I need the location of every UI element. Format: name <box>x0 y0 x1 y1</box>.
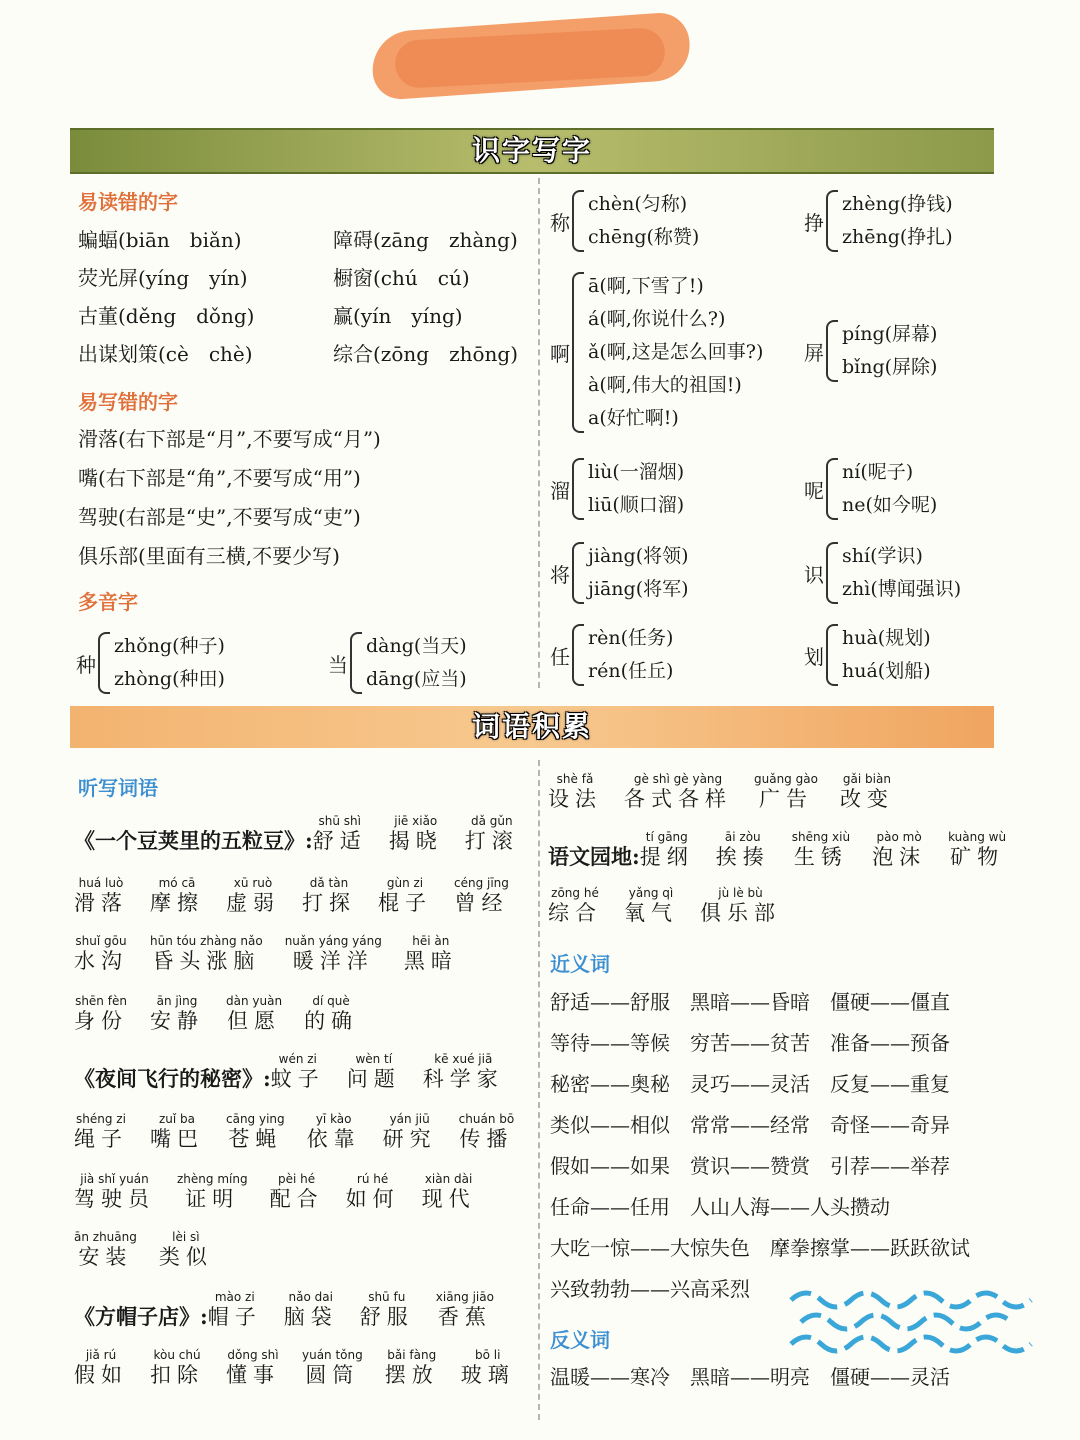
hanzi: 舒服 <box>359 1305 414 1329</box>
hanzi: 棍子 <box>378 891 432 915</box>
pinyin: shēng xiù <box>791 830 851 844</box>
hanzi: 矿物 <box>950 845 1005 869</box>
hanzi: 挨揍 <box>715 845 770 869</box>
vocab-word <box>74 1230 137 1270</box>
antonym-line: 温暖——寒冷 黑暗——明亮 僵硬——灵活 <box>550 1365 950 1389</box>
pinyin: tí gāng <box>645 830 688 844</box>
hanzi: 圆筒 <box>305 1363 360 1387</box>
brace <box>98 632 110 694</box>
polyphonic-group <box>804 540 961 606</box>
vocab-word <box>304 994 358 1034</box>
polyphonic-reading: liù(一溜烟) <box>588 461 685 483</box>
synonym-line: 任命——任用 人山人海——人头攒动 <box>550 1195 890 1219</box>
vocab-word <box>548 772 602 812</box>
hanzi: 打探 <box>302 891 356 915</box>
pinyin: ān zhuāng <box>74 1230 137 1244</box>
section-banner-literacy: 识字写字 <box>70 128 994 174</box>
polyphonic-group <box>76 630 225 696</box>
hanzi: 证明 <box>185 1187 240 1211</box>
miswrite-line-2: 嘴(右下部是“角”,不要写成“用”) <box>78 466 361 490</box>
hanzi: 脑袋 <box>283 1305 338 1329</box>
pinyin: hēi àn <box>412 934 450 948</box>
vocab-word <box>347 1052 401 1092</box>
brace <box>572 190 584 252</box>
hanzi: 现代 <box>421 1187 476 1211</box>
polyphonic-reading: ní(呢子) <box>842 461 914 483</box>
heading-synonyms: 近义词 <box>550 952 610 976</box>
hanzi: 配合 <box>269 1187 324 1211</box>
dictation-row <box>74 1112 536 1152</box>
heading-dictation: 听写词语 <box>78 776 158 800</box>
vocab-word <box>74 934 128 974</box>
polyphonic-reading: rén(任丘) <box>588 660 674 682</box>
brace <box>350 632 362 694</box>
polyphonic-group <box>550 540 689 606</box>
pinyin: shè fǎ <box>556 772 594 786</box>
pinyin: shuǐ gōu <box>75 934 127 948</box>
polyphonic-char: 识 <box>804 562 824 587</box>
pinyin: xū ruò <box>233 876 273 890</box>
pinyin: chuán bō <box>458 1112 515 1126</box>
hanzi: 传播 <box>459 1127 514 1151</box>
pinyin: jiǎ rú <box>85 1348 117 1362</box>
vocab-word <box>459 1112 515 1152</box>
brace <box>826 320 838 382</box>
vocab-word <box>150 934 263 974</box>
hanzi: 综合 <box>548 901 602 925</box>
vocab-word <box>465 814 519 854</box>
pinyin: dàn yuàn <box>226 994 283 1008</box>
vocab-word <box>389 814 443 854</box>
pinyin: dǎ tàn <box>309 876 349 890</box>
vocab-word <box>271 1052 325 1092</box>
hanzi: 俱乐部 <box>700 901 781 925</box>
misread-left-1: 蝙蝠(biān biǎn) <box>78 228 242 252</box>
pinyin: dǎ gǔn <box>470 814 513 828</box>
polyphonic-reading: dāng(应当) <box>366 668 467 690</box>
polyphonic-group <box>550 270 763 435</box>
hanzi: 的确 <box>304 1009 359 1033</box>
synonym-line: 等待——等候 穷苦——贫苦 准备——预备 <box>550 1031 950 1055</box>
section-banner-vocabulary: 词语积累 <box>70 706 994 748</box>
hanzi: 泡沫 <box>872 845 927 869</box>
wave-decoration <box>786 1278 1056 1358</box>
dictation-row <box>74 934 480 974</box>
polyphonic-reading: jiāng(将军) <box>588 578 689 600</box>
hanzi: 绳子 <box>74 1127 128 1151</box>
polyphonic-reading: à(啊,伟大的祖国!) <box>588 374 742 396</box>
vocab-word <box>754 772 818 812</box>
miswrite-line-3: 驾驶(右部是“史”,不要写成“吏”) <box>78 505 361 529</box>
lesson-title: 《方帽子店》: <box>74 1304 208 1329</box>
pinyin: wén zi <box>278 1052 317 1066</box>
misread-right-3: 赢(yín yíng) <box>333 304 463 328</box>
polyphonic-reading: ā(啊,下雪了!) <box>588 275 704 297</box>
pinyin: hūn tóu zhàng nǎo <box>150 934 263 948</box>
polyphonic-group <box>550 622 673 688</box>
misread-left-4: 出谋划策(cè chè) <box>78 342 253 366</box>
hanzi: 摆放 <box>384 1363 439 1387</box>
pinyin: wèn tí <box>355 1052 393 1066</box>
hanzi: 改变 <box>839 787 894 811</box>
polyphonic-reading: chēng(称赞) <box>588 226 700 248</box>
vocab-word <box>226 1348 280 1388</box>
pinyin: dǒng shì <box>227 1348 279 1362</box>
vocab-word <box>74 1172 155 1212</box>
brace <box>826 458 838 520</box>
lesson-title: 《夜间飞行的秘密》: <box>74 1066 271 1091</box>
pinyin: gè shì gè yàng <box>633 772 723 786</box>
heading-easy-misread: 易读错的字 <box>78 190 178 214</box>
pinyin: zuǐ ba <box>158 1112 196 1126</box>
vocab-word <box>285 934 382 974</box>
vocab-word <box>208 1290 262 1330</box>
vocab-word <box>270 1172 324 1212</box>
hanzi: 打滚 <box>464 829 519 853</box>
dictation-row <box>74 1052 526 1092</box>
hanzi: 虚弱 <box>226 891 280 915</box>
hanzi: 广告 <box>758 787 813 811</box>
brace <box>826 624 838 686</box>
hanzi: 提纲 <box>639 845 694 869</box>
vocab-word <box>422 1172 476 1212</box>
vocab-word <box>385 1348 439 1388</box>
vocab-word <box>284 1290 338 1330</box>
pinyin: yuán tǒng <box>302 1348 363 1362</box>
polyphonic-reading: zhēng(挣扎) <box>842 226 953 248</box>
pinyin: céng jīng <box>454 876 509 890</box>
vocab-word <box>716 830 770 870</box>
vocab-word <box>74 994 128 1034</box>
heading-easy-miswrite: 易写错的字 <box>78 390 178 414</box>
polyphonic-group <box>804 188 953 254</box>
polyphonic-reading: bǐng(屏除) <box>842 356 938 378</box>
pinyin: shēn fèn <box>75 994 127 1008</box>
hanzi: 科学家 <box>422 1067 504 1091</box>
vocab-word <box>840 772 894 812</box>
polyphonic-reading: shí(学识) <box>842 545 923 567</box>
hanzi: 香蕉 <box>437 1305 492 1329</box>
pinyin: xiāng jiāo <box>435 1290 494 1304</box>
pinyin: yán jiū <box>389 1112 430 1126</box>
hanzi: 暖洋洋 <box>292 949 374 973</box>
pinyin: xiàn dài <box>424 1172 473 1186</box>
vocab-word <box>307 1112 361 1152</box>
vocab-word <box>624 886 678 926</box>
brace <box>572 624 584 686</box>
hanzi: 曾经 <box>454 891 509 915</box>
polyphonic-reading: liū(顺口溜) <box>588 494 685 516</box>
pinyin: kē xué jiā <box>434 1052 493 1066</box>
polyphonic-reading: á(啊,你说什么?) <box>588 308 726 330</box>
vocab-word <box>150 1112 204 1152</box>
pinyin: ān jìng <box>156 994 198 1008</box>
brace <box>572 458 584 520</box>
hanzi: 舒适 <box>312 829 367 853</box>
misread-right-2: 橱窗(chú cú) <box>333 266 470 290</box>
vocab-word <box>150 1348 204 1388</box>
vocab-word <box>624 772 732 812</box>
miswrite-line-4: 俱乐部(里面有三横,不要少写) <box>78 544 340 568</box>
vocab-word <box>74 1348 128 1388</box>
lesson-title: 《一个豆荚里的五粒豆》: <box>74 828 313 853</box>
polyphonic-reading: rèn(任务) <box>588 627 674 649</box>
polyphonic-reading: ǎ(啊,这是怎么回事?) <box>588 341 764 363</box>
hanzi: 嘴巴 <box>150 1127 204 1151</box>
polyphonic-char: 任 <box>550 644 570 669</box>
vocab-word <box>159 1230 213 1270</box>
hanzi: 各式各样 <box>624 787 732 811</box>
vocab-word <box>346 1172 400 1212</box>
pinyin: lèi sì <box>172 1230 200 1244</box>
pinyin: nuǎn yáng yáng <box>284 934 382 948</box>
polyphonic-char: 当 <box>328 652 348 677</box>
dictation-row <box>548 772 916 812</box>
hanzi: 类似 <box>158 1245 213 1269</box>
pinyin: cāng ying <box>226 1112 285 1126</box>
vocab-word <box>700 886 781 926</box>
polyphonic-char: 呢 <box>804 478 824 503</box>
polyphonic-reading: zhì(博闻强识) <box>842 578 962 600</box>
hanzi: 安装 <box>78 1245 133 1269</box>
column-divider-top <box>538 178 540 688</box>
hanzi: 苍蝇 <box>228 1127 283 1151</box>
pinyin: pèi hé <box>278 1172 316 1186</box>
polyphonic-reading: chèn(匀称) <box>588 193 688 215</box>
hanzi: 依靠 <box>306 1127 361 1151</box>
vocab-word <box>872 830 926 870</box>
hanzi: 身份 <box>74 1009 128 1033</box>
vocab-word <box>177 1172 248 1212</box>
hanzi: 摩擦 <box>150 891 204 915</box>
pinyin: pào mò <box>876 830 922 844</box>
polyphonic-char: 啊 <box>550 342 570 366</box>
vocab-word <box>302 876 356 916</box>
hanzi: 氧气 <box>624 901 678 925</box>
pinyin: zhèng míng <box>177 1172 248 1186</box>
hanzi: 生锈 <box>793 845 848 869</box>
polyphonic-reading: píng(屏幕) <box>842 323 938 345</box>
brace <box>572 272 584 433</box>
dictation-row <box>74 994 380 1034</box>
vocab-word <box>74 876 128 916</box>
dictation-row <box>548 830 1028 870</box>
vocab-word <box>640 830 694 870</box>
dictation-row <box>74 1290 516 1330</box>
hanzi: 揭晓 <box>388 829 443 853</box>
polyphonic-reading: huá(划船) <box>842 660 931 682</box>
dictation-row <box>548 886 803 926</box>
heading-polyphonic: 多音字 <box>78 590 138 614</box>
pinyin: gǎi biàn <box>842 772 891 786</box>
polyphonic-char: 挣 <box>804 210 824 235</box>
hanzi: 玻璃 <box>460 1363 515 1387</box>
brace <box>572 542 584 604</box>
misread-left-3: 古董(děng dǒng) <box>78 304 255 328</box>
dictation-row <box>74 1348 537 1388</box>
polyphonic-reading: zhèng(挣钱) <box>842 193 953 215</box>
hanzi: 假如 <box>74 1363 128 1387</box>
vocab-word <box>436 1290 494 1330</box>
synonym-line: 秘密——奥秘 灵巧——灵活 反复——重复 <box>550 1072 950 1096</box>
vocab-word <box>423 1052 504 1092</box>
polyphonic-group <box>328 630 467 696</box>
polyphonic-group <box>804 622 931 688</box>
pinyin: dí què <box>312 994 350 1008</box>
vocab-word <box>150 994 204 1034</box>
pinyin: gùn zi <box>386 876 424 890</box>
hanzi: 研究 <box>382 1127 437 1151</box>
vocab-word <box>302 1348 363 1388</box>
pinyin: nǎo dai <box>288 1290 333 1304</box>
polyphonic-char: 溜 <box>550 478 570 503</box>
vocab-word <box>313 814 367 854</box>
polyphonic-char: 将 <box>550 562 570 587</box>
pinyin: rú hé <box>356 1172 389 1186</box>
polyphonic-reading: a(好忙啊!) <box>588 407 679 429</box>
vocab-word <box>226 1112 285 1152</box>
vocab-word <box>548 886 602 926</box>
misread-left-2: 荧光屏(yíng yín) <box>78 266 248 290</box>
polyphonic-char: 屏 <box>804 340 824 365</box>
pinyin: yǎng qì <box>628 886 674 900</box>
synonym-line: 大吃一惊——大惊失色 摩拳擦掌——跃跃欲试 <box>550 1236 970 1260</box>
polyphonic-group <box>804 456 937 522</box>
pinyin: bō li <box>475 1348 501 1362</box>
vocab-word <box>378 876 432 916</box>
polyphonic-reading: jiàng(将领) <box>588 545 689 567</box>
vocab-word <box>948 830 1006 870</box>
brace <box>826 542 838 604</box>
hanzi: 蚊子 <box>270 1067 325 1091</box>
vocab-word <box>404 934 458 974</box>
synonym-line: 兴致勃勃——兴高采烈 <box>550 1277 750 1301</box>
pinyin: shū fu <box>368 1290 406 1304</box>
pinyin: mào zi <box>214 1290 255 1304</box>
vocab-word <box>454 876 509 916</box>
synonym-line: 假如——如果 赏识——赞赏 引荐——举荐 <box>550 1154 950 1178</box>
pinyin: guǎng gào <box>754 772 818 786</box>
hanzi: 设法 <box>548 787 602 811</box>
pinyin: bǎi fàng <box>387 1348 437 1362</box>
misread-right-4: 综合(zōng zhōng) <box>333 342 519 366</box>
pinyin: yī kào <box>315 1112 352 1126</box>
polyphonic-char: 称 <box>550 210 570 235</box>
hanzi: 如何 <box>345 1187 400 1211</box>
vocab-word <box>226 876 280 916</box>
polyphonic-char: 种 <box>76 652 96 677</box>
hanzi: 但愿 <box>227 1009 282 1033</box>
hanzi: 问题 <box>346 1067 401 1091</box>
pinyin: huá luò <box>78 876 124 890</box>
pinyin: mó cā <box>158 876 196 890</box>
pinyin: jià shǐ yuán <box>80 1172 149 1186</box>
hanzi: 滑落 <box>74 891 128 915</box>
misread-right-1: 障碍(zāng zhàng) <box>333 228 518 252</box>
hanzi: 懂事 <box>226 1363 280 1387</box>
vocab-word <box>461 1348 515 1388</box>
polyphonic-group <box>550 188 699 254</box>
dictation-row <box>74 814 541 854</box>
pinyin: kòu chú <box>153 1348 201 1362</box>
vocab-word <box>74 1112 128 1152</box>
pinyin: zōng hé <box>551 886 599 900</box>
polyphonic-reading: dàng(当天) <box>366 635 467 657</box>
pinyin: shéng zi <box>76 1112 126 1126</box>
pinyin: shū shì <box>318 814 361 828</box>
pinyin: kuàng wù <box>948 830 1007 844</box>
pinyin: āi zòu <box>724 830 761 844</box>
vocab-word <box>226 994 282 1034</box>
hanzi: 昏头涨脑 <box>152 949 261 973</box>
polyphonic-reading: zhǒng(种子) <box>114 635 225 657</box>
hanzi: 帽子 <box>207 1305 262 1329</box>
dictation-row <box>74 1172 498 1212</box>
hanzi: 安静 <box>150 1009 204 1033</box>
polyphonic-reading: zhòng(种田) <box>114 668 225 690</box>
column-divider-bottom <box>538 760 540 1420</box>
dictation-row <box>74 1230 235 1270</box>
hanzi: 扣除 <box>150 1363 204 1387</box>
dictation-row <box>74 876 531 916</box>
lesson-title: 语文园地: <box>548 844 640 869</box>
synonym-line: 类似——相似 常常——经常 奇怪——奇异 <box>550 1113 950 1137</box>
polyphonic-char: 划 <box>804 644 824 669</box>
hanzi: 驾驶员 <box>74 1187 155 1211</box>
hanzi: 水沟 <box>74 949 128 973</box>
polyphonic-group <box>550 456 684 522</box>
hanzi: 黑暗 <box>403 949 458 973</box>
miswrite-line-1: 滑落(右下部是“月”,不要写成“月”) <box>78 427 381 451</box>
pinyin: jiē xiǎo <box>394 814 438 828</box>
vocab-word <box>360 1290 414 1330</box>
vocab-word <box>150 876 204 916</box>
polyphonic-reading: huà(规划) <box>842 627 931 649</box>
heading-antonyms: 反义词 <box>550 1328 610 1352</box>
synonym-line: 舒适——舒服 黑暗——昏暗 僵硬——僵直 <box>550 990 950 1014</box>
polyphonic-group <box>804 318 937 384</box>
vocab-word <box>383 1112 437 1152</box>
brace <box>826 190 838 252</box>
polyphonic-reading: ne(如今呢) <box>842 494 938 516</box>
pinyin: jù lè bù <box>718 886 763 900</box>
vocab-word <box>792 830 850 870</box>
